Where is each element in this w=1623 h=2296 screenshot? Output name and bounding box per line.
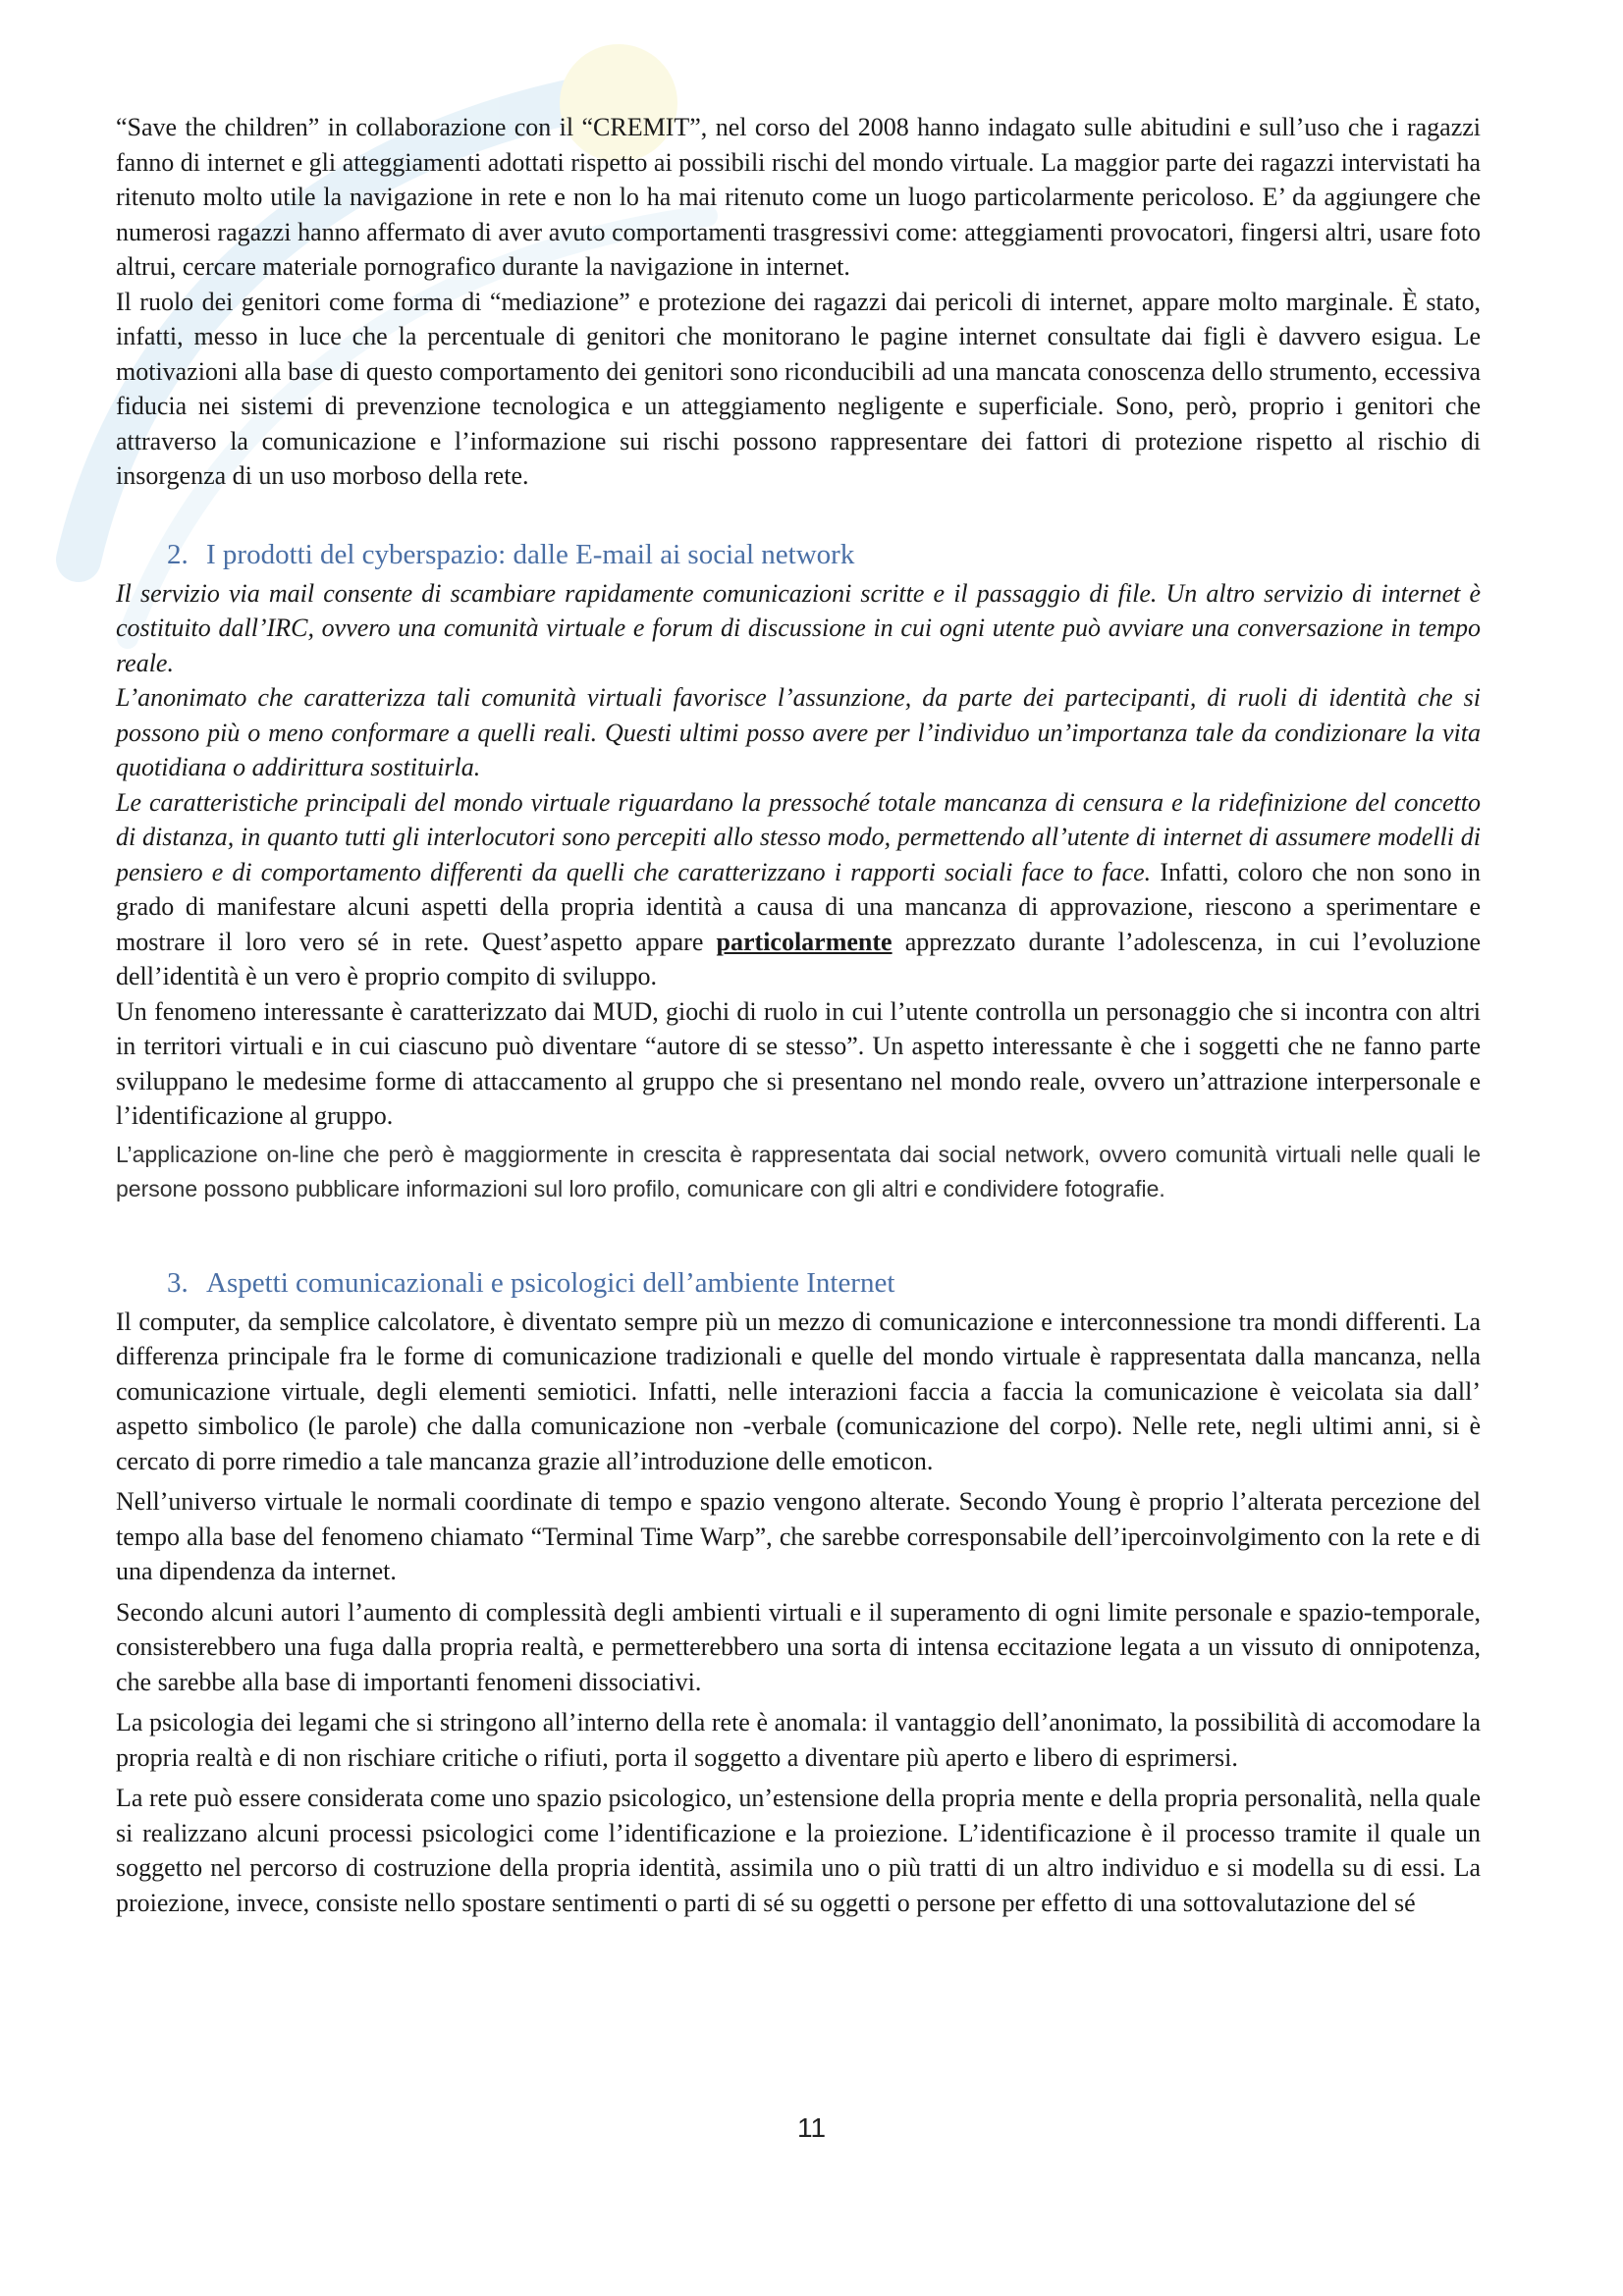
section-2-paragraph-3 — [116, 785, 1481, 994]
section-3-heading — [167, 1265, 1481, 1301]
section-2-paragraph-3-italic: Le caratteristiche principali del mondo virtuale riguardano la pressoché totale mancanza di censura e la ridefinizione del concetto di distanza, in quanto tutti gli interlocutori sono percepiti allo stesso modo, permettendo all’utente di internet di assumere modelli di pensiero e di comportamento differenti da quelli che caratterizzano i rapporti sociali face to face. — [116, 787, 1481, 886]
section-3-paragraph-5: La rete può essere considerata come uno spazio psicologico, un’estensione della propria mente e della propria personalità, nella quale si realizzano alcuni processi psicologici come l’identificazione e la proiezione. L’identificazione è il processo tramite il quale un soggetto nel percorso di costruzione della propria identità, assimila uno o più tratti di un altro individuo e si modella su di essi. La proiezione, invece, consiste nello spostare sentimenti o parti di sé su oggetti o persone per effetto di una sottovalutazione del sé — [116, 1784, 1481, 1917]
section-2-title: I prodotti del cyberspazio: dalle E-mail ai social network — [206, 538, 855, 570]
section-2-paragraph-3-text-a: Infatti, coloro che non sono in grado di manifestare alcuni aspetti della propria identità a causa di una mancanza di approvazione, riescono a sperimentare e mostrare il loro vero sé in rete. Quest’aspetto appare — [116, 857, 1481, 956]
intro-paragraph-1: “Save the children” in collaborazione con il “CREMIT”, nel corso del 2008 hanno indagato sulle abitudini e sull’uso che i ragazzi fanno di internet e gli atteggiamenti adottati rispetto ai possibili rischi del mondo virtuale. La maggior parte dei ragazzi intervistati ha ritenuto molto utile la navigazione in rete e non lo ha mai ritenuto come un luogo particolarmente pericoloso. E’ da aggiungere che numerosi ragazzi hanno affermato di aver avuto comportamenti trasgressivi come: atteggiamenti provocatori, fingersi altri, usare foto altrui, cercare materiale pornografico durante la navigazione in internet. — [116, 113, 1481, 281]
section-3-paragraph-3: Secondo alcuni autori l’aumento di complessità degli ambienti virtuali e il superamento di ogni limite personale e spazio-temporale, consisterebbero una fuga dalla propria realtà, e permetterebbero una sorta di intensa eccitazione legata a un vissuto di onnipotenza, che sarebbe alla base di importanti fenomeni dissociativi. — [116, 1597, 1481, 1696]
section-2-paragraph-3-text-b: apprezzato durante l’adolescenza, in cui l’evoluzione dell’identità è un vero è proprio compito di sviluppo. — [116, 927, 1481, 990]
section-2-paragraph-5: L’applicazione on-line che però è maggiormente in crescita è rappresentata dai social network, ovvero comunità virtuali nelle quali le persone possono pubblicare informazioni sul loro profilo, comunicare con gli altri e condividere fotografie. — [116, 1141, 1481, 1201]
section-3-title: Aspetti comunicazionali e psicologici dell’ambiente Internet — [206, 1266, 895, 1299]
section-3-paragraph-4: La psicologia dei legami che si stringono all’interno della rete è anomala: il vantaggio dell’anonimato, la possibilità di accomodare la propria realtà e di non rischiare critiche o rifiuti, porta il soggetto a diventare più aperto e libero di esprimersi. — [116, 1708, 1481, 1772]
section-2-paragraph-4: Un fenomeno interessante è caratterizzato dai MUD, giochi di ruolo in cui l’utente controlla un personaggio che si incontra con altri in territori virtuali e in cui ciascuno può diventare “autore di se stesso”. Un aspetto interessante è che i soggetti che ne fanno parte sviluppano le medesime forme di attaccamento al gruppo che si presentano nel mondo reale, ovvero un’attrazione interpersonale e l’identificazione al gruppo. — [116, 996, 1481, 1130]
section-3-number: 3. — [167, 1266, 189, 1299]
section-2-paragraph-1: Il servizio via mail consente di scambiare rapidamente comunicazioni scritte e il passaggio di file. Un altro servizio di internet è costituito dall’IRC, ovvero una comunità virtuale e forum di discussione in cui ogni utente può avviare una conversazione in tempo reale. — [116, 578, 1481, 677]
section-2-paragraph-2: L’anonimato che caratterizza tali comunità virtuali favorisce l’assunzione, da parte dei partecipanti, di ruoli di identità che si possono più o meno conformare a quelli reali. Questi ultimi posso avere per l’individuo un’importanza tale da condizionare la vita quotidiana o addirittura sostituirla. — [116, 683, 1481, 781]
section-2-heading — [167, 537, 1481, 572]
section-3-paragraph-1: Il computer, da semplice calcolatore, è diventato sempre più un mezzo di comunicazione e interconnessione tra mondi differenti. La differenza principale fra le forme di comunicazione tradizionali e quelle del mondo virtuale è rappresentata dalla mancanza, nella comunicazione virtuale, degli elementi semiotici. Infatti, nelle interazioni faccia a faccia la comunicazione è veicolata sia dall’ aspetto simbolico (le parole) che dalla comunicazione non -verbale (comunicazione del corpo). Nelle rete, negli ultimi anni, si è cercato di porre rimedio a tale mancanza grazie all’introduzione delle emoticon. — [116, 1307, 1481, 1475]
section-3-paragraph-2: Nell’universo virtuale le normali coordinate di tempo e spazio vengono alterate. Secondo Young è proprio l’alterata percezione del tempo alla base del fenomeno chiamato “Terminal Time Warp”, che sarebbe corresponsabile dell’ipercoinvolgimento con la rete e di una dipendenza da internet. — [116, 1487, 1481, 1585]
page-number: 11 — [796, 2112, 827, 2143]
intro-paragraph-2: Il ruolo dei genitori come forma di “mediazione” e protezione dei ragazzi dai pericoli di internet, appare molto marginale. È stato, infatti, messo in luce che la percentuale di genitori che monitorano le pagine internet consultate dai figli è davvero esigua. Le motivazioni alla base di questo comportamento dei genitori sono riconducibili ad una mancata conoscenza dello strumento, eccessiva fiducia nei sistemi di prevenzione tecnologica e un atteggiamento negligente e superficiale. Sono, però, proprio i genitori che attraverso la comunicazione e l’informazione sui rischi possono rappresentare dei fattori di protezione rispetto al rischio di insorgenza di un uso morboso della rete. — [116, 287, 1481, 490]
section-2-number: 2. — [167, 538, 189, 570]
document-body — [116, 110, 1481, 1920]
emphasis-word: particolarmente — [716, 927, 893, 956]
